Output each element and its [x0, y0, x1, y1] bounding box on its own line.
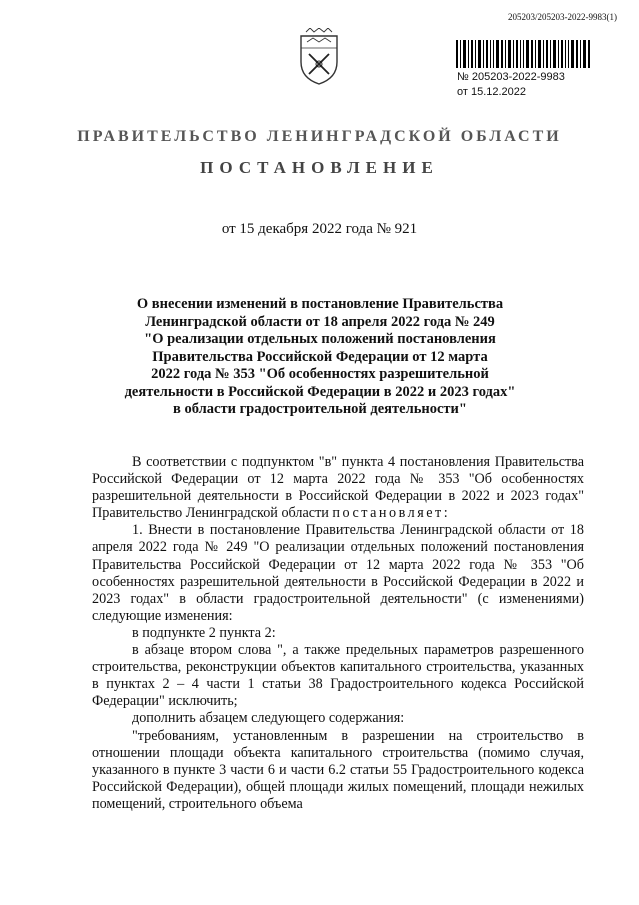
- subject-line: "О реализации отдельных положений постановления: [144, 331, 496, 347]
- subject-line: О внесении изменений в постановление Правительства: [136, 296, 504, 312]
- body-paragraph: в подпункте 2 пункта 2:: [132, 624, 276, 641]
- body-paragraph: [92, 454, 584, 522]
- document-subject: [110, 296, 530, 419]
- body-paragraph: дополнить абзацем следующего содержания:: [132, 710, 405, 727]
- registration-block: [457, 70, 565, 100]
- document-date-number: от 15 декабря 2022 года № 921: [221, 221, 418, 237]
- barcode-icon: [456, 40, 592, 68]
- document-body: [92, 454, 584, 813]
- subject-line: 2022 года № 353 "Об особенностях разрешительной: [151, 366, 489, 382]
- subject-line: Правительства Российской Федерации от 12 марта: [152, 348, 488, 365]
- registration-date: от 15.12.2022: [457, 86, 527, 98]
- government-title: ПРАВИТЕЛЬСТВО ЛЕНИНГРАДСКОЙ ОБЛАСТИ: [77, 128, 562, 145]
- body-paragraph: в абзаце втором слова ", а также предельных параметров разрешенного строительства, реконструкции объектов капитального строительства, указанных в пунктах 2 – 4 части 1 статьи 38 Градостроительного кодекса Российской Федерации" исключить;: [92, 642, 584, 710]
- subject-line: Ленинградской области от 18 апреля 2022 года № 249: [145, 313, 495, 330]
- body-paragraph: "требованиям, установленным в разрешении на строительство в отношении площади объекта капитального строительства (помимо случая, указанного в пункте 3 части 6 и части 6.2 статьи 55 Градостроительного кодекса Российской Федерации), общей площади жилых помещений, площади нежилых помещений, строительного объема: [92, 727, 584, 812]
- document-code: 205203/205203-2022-9983(1): [508, 12, 617, 22]
- subject-line: в области градостроительной деятельности": [173, 401, 467, 417]
- body-paragraph: 1. Внести в постановление Правительства Ленинградской области от 18 апреля 2022 года № 249 "О реализации отдельных положений постановления Правительства Российской Федерации от 12 марта 2022 года № 353 "Об особенностях разрешительной деятельности в Российской Федерации в 2022 и 2023 годах" в области градостроительной деятельности" (с изменениями) следующие изменения:: [92, 522, 584, 624]
- preamble-text: В соответствии с подпунктом "в" пункта 4 постановления Правительства Российской Федерации от 12 марта 2022 года № 353 "Об особенностях разрешительной деятельности в Российской Федерации в 2022 и 2023 годах" Правительство Ленинградской области: [92, 454, 584, 522]
- registration-number: № 205203-2022-9983: [457, 71, 565, 83]
- document-type: ПОСТАНОВЛЕНИЕ: [200, 158, 439, 177]
- resolves-word: постановляет:: [332, 505, 451, 522]
- coat-of-arms-icon: [297, 28, 341, 86]
- subject-line: деятельности в Российской Федерации в 2022 и 2023 годах": [124, 383, 516, 400]
